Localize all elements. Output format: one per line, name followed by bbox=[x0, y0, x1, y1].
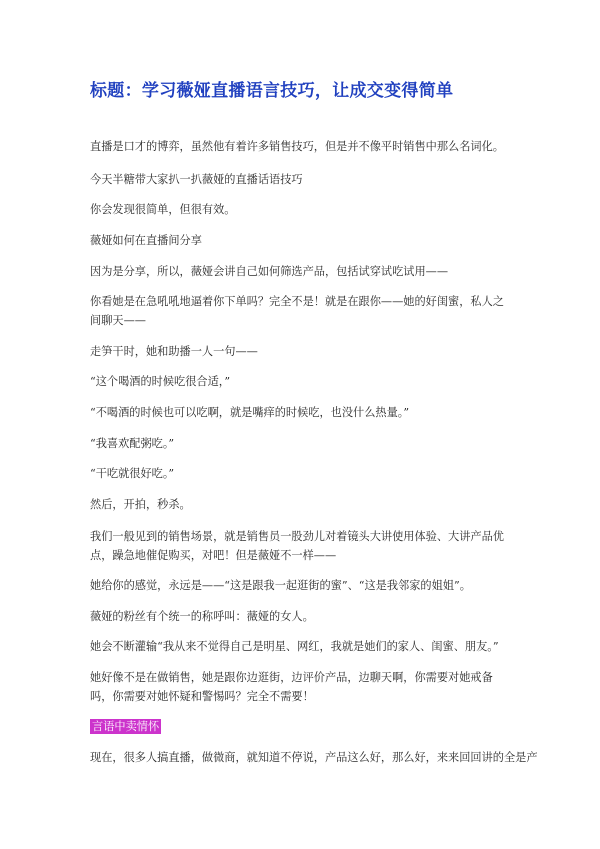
paragraph: 直播是口才的博弈，虽然他有着许多销售技巧，但是并不像平时销售中那么名词化。 bbox=[90, 140, 504, 153]
paragraph: “干吃就很好吃。” bbox=[90, 467, 175, 480]
paragraph: 薇娅如何在直播间分享 bbox=[90, 234, 202, 247]
paragraph: “不喝酒的时候也可以吃啊，就是嘴痒的时候吃，也没什么热量。” bbox=[90, 406, 410, 419]
paragraph: “这个喝酒的时候吃很合适，” bbox=[90, 375, 231, 388]
paragraph: 我们一般见到的销售场景，就是销售员一股劲儿对着镜头大讲使用体验、大讲产品优点，躁急地催促购买，对吧！但是薇娅不一样—— bbox=[90, 530, 504, 562]
paragraph: 走笋干时，她和助播一人一句—— bbox=[90, 345, 258, 358]
paragraph: 因为是分享，所以，薇娅会讲自己如何筛选产品，包括试穿试吃试用—— bbox=[90, 265, 449, 278]
paragraph: 她会不断灌输“我从来不觉得自己是明星、网红，我就是她们的家人、闺蜜、朋友。” bbox=[90, 640, 499, 653]
section-heading-highlight bbox=[90, 717, 515, 736]
paragraph: 她好像不是在做销售，她是跟你边逛街，边评价产品，边聊天啊，你需要对她戒备吗，你需要对她怀疑和警惕吗？完全不需要！ bbox=[90, 671, 493, 703]
highlight-heading-text: 言语中卖情怀 bbox=[92, 720, 160, 733]
paragraph: 她给你的感觉，永远是——“这是跟我一起逛街的蜜”、“这是我邻家的姐姐”。 bbox=[90, 579, 471, 592]
paragraph: 今天半糖带大家扒一扒薇娅的直播话语技巧 bbox=[90, 173, 303, 186]
paragraph: 然后，开拍，秒杀。 bbox=[90, 498, 191, 511]
paragraph: 现在，很多人搞直播，做微商，就知道不停说，产品这么好，那么好，来来回回讲的全是产 bbox=[90, 751, 538, 764]
paragraph: 薇娅的粉丝有个统一的称呼叫：薇娅的女人。 bbox=[90, 610, 314, 623]
document-title: 标题：学习薇娅直播语言技巧，让成交变得简单 bbox=[90, 81, 454, 101]
paragraph: 你会发现很简单，但很有效。 bbox=[90, 203, 236, 216]
paragraph: “我喜欢配粥吃。” bbox=[90, 437, 175, 450]
paragraph: 你看她是在急吼吼地逼着你下单吗？完全不是！就是在跟你——她的好闺蜜，私人之间聊天—— bbox=[90, 295, 504, 327]
